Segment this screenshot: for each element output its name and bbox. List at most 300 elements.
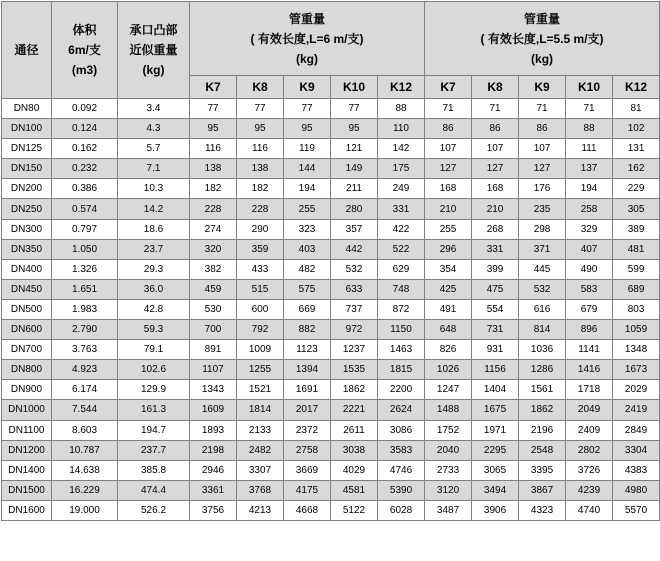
table-cell: 1971 (472, 420, 519, 440)
table-cell: 42.8 (118, 299, 190, 319)
table-cell: 211 (331, 179, 378, 199)
table-cell: 731 (472, 320, 519, 340)
table-cell: 1488 (425, 400, 472, 420)
table-cell: 526.2 (118, 500, 190, 520)
header-socket-weight (118, 2, 190, 99)
table-cell: 2200 (378, 380, 425, 400)
table-cell: 0.092 (52, 99, 118, 119)
table-cell: 119 (284, 139, 331, 159)
table-cell: 2198 (190, 440, 237, 460)
table-cell: 194 (284, 179, 331, 199)
table-cell: 459 (190, 279, 237, 299)
table-cell: 194.7 (118, 420, 190, 440)
table-cell: 182 (190, 179, 237, 199)
table-cell: 896 (566, 320, 613, 340)
table-cell: 1561 (519, 380, 566, 400)
table-cell: 385.8 (118, 460, 190, 480)
header-group-line: ( 有效长度,L=6 m/支) (250, 31, 364, 46)
table-row (2, 219, 660, 239)
table-cell: 142 (378, 139, 425, 159)
diameter-cell: DN800 (2, 360, 52, 380)
table-cell: 1718 (566, 380, 613, 400)
table-cell: 162 (613, 159, 660, 179)
table-cell: 161.3 (118, 400, 190, 420)
table-cell: 2221 (331, 400, 378, 420)
table-cell: 3583 (378, 440, 425, 460)
header-group-line: (kg) (531, 51, 554, 66)
table-cell: 2017 (284, 400, 331, 420)
table-cell: 8.603 (52, 420, 118, 440)
table-cell: 237.7 (118, 440, 190, 460)
table-cell: 258 (566, 199, 613, 219)
table-cell: 168 (425, 179, 472, 199)
table-cell: 168 (472, 179, 519, 199)
table-cell: 522 (378, 239, 425, 259)
table-cell: 0.124 (52, 119, 118, 139)
table-cell: 1862 (519, 400, 566, 420)
class-header: K12 (613, 76, 660, 99)
table-cell: 1609 (190, 400, 237, 420)
table-cell: 1.983 (52, 299, 118, 319)
diameter-cell: DN1000 (2, 400, 52, 420)
table-cell: 482 (284, 259, 331, 279)
table-cell: 88 (566, 119, 613, 139)
diameter-cell: DN1100 (2, 420, 52, 440)
diameter-cell: DN1200 (2, 440, 52, 460)
table-cell: 0.797 (52, 219, 118, 239)
table-cell: 422 (378, 219, 425, 239)
table-cell: 4668 (284, 500, 331, 520)
table-row (2, 500, 660, 520)
table-cell: 95 (331, 119, 378, 139)
header-socket-line: 近似重量 (129, 43, 178, 57)
table-cell: 389 (613, 219, 660, 239)
header-socket-line: (kg) (142, 63, 165, 77)
table-cell: 235 (519, 199, 566, 219)
class-header: K10 (331, 76, 378, 99)
table-cell: 1141 (566, 340, 613, 360)
table-cell: 16.229 (52, 480, 118, 500)
header-volume-line: 体积 (72, 23, 97, 37)
table-cell: 4239 (566, 480, 613, 500)
table-cell: 1036 (519, 340, 566, 360)
table-cell: 0.574 (52, 199, 118, 219)
table-cell: 71 (472, 99, 519, 119)
table-cell: 4323 (519, 500, 566, 520)
table-cell: 77 (237, 99, 284, 119)
table-cell: 2482 (237, 440, 284, 460)
table-cell: 530 (190, 299, 237, 319)
diameter-cell: DN400 (2, 259, 52, 279)
table-cell: 95 (190, 119, 237, 139)
table-cell: 14.638 (52, 460, 118, 480)
table-cell: 127 (472, 159, 519, 179)
table-cell: 3867 (519, 480, 566, 500)
table-cell: 77 (284, 99, 331, 119)
table-cell: 359 (237, 239, 284, 259)
table-cell: 669 (284, 299, 331, 319)
table-cell: 4213 (237, 500, 284, 520)
table-cell: 4383 (613, 460, 660, 480)
table-cell: 210 (472, 199, 519, 219)
table-cell: 425 (425, 279, 472, 299)
table-cell: 110 (378, 119, 425, 139)
table-cell: 2548 (519, 440, 566, 460)
table-cell: 1343 (190, 380, 237, 400)
table-cell: 2802 (566, 440, 613, 460)
diameter-cell: DN1500 (2, 480, 52, 500)
table-cell: 474.4 (118, 480, 190, 500)
table-cell: 532 (331, 259, 378, 279)
table-cell: 2409 (566, 420, 613, 440)
diameter-cell: DN1400 (2, 460, 52, 480)
table-cell: 3065 (472, 460, 519, 480)
table-cell: 616 (519, 299, 566, 319)
class-header: K10 (566, 76, 613, 99)
table-cell: 700 (190, 320, 237, 340)
table-row (2, 139, 660, 159)
header-diameter: 通径 (2, 2, 52, 99)
table-cell: 689 (613, 279, 660, 299)
table-row (2, 400, 660, 420)
table-cell: 1862 (331, 380, 378, 400)
table-cell: 19.000 (52, 500, 118, 520)
header-volume-line: 6m/支 (68, 43, 101, 57)
diameter-cell: DN1600 (2, 500, 52, 520)
table-cell: 354 (425, 259, 472, 279)
table-cell: 1535 (331, 360, 378, 380)
table-cell: 176 (519, 179, 566, 199)
table-cell: 403 (284, 239, 331, 259)
table-cell: 792 (237, 320, 284, 340)
table-cell: 5570 (613, 500, 660, 520)
table-cell: 2040 (425, 440, 472, 460)
table-cell: 86 (472, 119, 519, 139)
diameter-cell: DN500 (2, 299, 52, 319)
table-cell: 305 (613, 199, 660, 219)
table-cell: 1059 (613, 320, 660, 340)
table-cell: 182 (237, 179, 284, 199)
class-header: K7 (425, 76, 472, 99)
pipe-weight-table (1, 1, 660, 521)
table-cell: 3487 (425, 500, 472, 520)
table-cell: 4980 (613, 480, 660, 500)
table-cell: 3307 (237, 460, 284, 480)
table-cell: 296 (425, 239, 472, 259)
table-cell: 3395 (519, 460, 566, 480)
table-cell: 3669 (284, 460, 331, 480)
table-cell: 71 (566, 99, 613, 119)
table-cell: 2758 (284, 440, 331, 460)
table-cell: 102.6 (118, 360, 190, 380)
header-group-line: (kg) (296, 51, 319, 66)
table-cell: 1752 (425, 420, 472, 440)
table-cell: 14.2 (118, 199, 190, 219)
table-cell: 575 (284, 279, 331, 299)
table-cell: 891 (190, 340, 237, 360)
table-cell: 149 (331, 159, 378, 179)
table-cell: 95 (284, 119, 331, 139)
table-cell: 329 (566, 219, 613, 239)
table-cell: 475 (472, 279, 519, 299)
table-cell: 629 (378, 259, 425, 279)
table-cell: 5122 (331, 500, 378, 520)
table-cell: 491 (425, 299, 472, 319)
table-cell: 2196 (519, 420, 566, 440)
table-row (2, 360, 660, 380)
table-cell: 4746 (378, 460, 425, 480)
table-cell: 268 (472, 219, 519, 239)
table-cell: 1691 (284, 380, 331, 400)
table-cell: 4.923 (52, 360, 118, 380)
table-cell: 490 (566, 259, 613, 279)
table-cell: 4029 (331, 460, 378, 480)
table-cell: 144 (284, 159, 331, 179)
table-cell: 1286 (519, 360, 566, 380)
table-cell: 71 (519, 99, 566, 119)
table-cell: 1150 (378, 320, 425, 340)
table-cell: 290 (237, 219, 284, 239)
table-cell: 81 (613, 99, 660, 119)
table-cell: 1815 (378, 360, 425, 380)
header-group-line: ( 有效长度,L=5.5 m/支) (480, 31, 604, 46)
table-cell: 59.3 (118, 320, 190, 340)
table-cell: 116 (190, 139, 237, 159)
table-cell: 138 (190, 159, 237, 179)
table-cell: 748 (378, 279, 425, 299)
table-cell: 442 (331, 239, 378, 259)
table-cell: 2733 (425, 460, 472, 480)
table-cell: 1.326 (52, 259, 118, 279)
header-group-line: 管重量 (289, 11, 326, 26)
table-cell: 4175 (284, 480, 331, 500)
table-cell: 1814 (237, 400, 284, 420)
table-cell: 175 (378, 159, 425, 179)
table-cell: 814 (519, 320, 566, 340)
table-cell: 679 (566, 299, 613, 319)
table-cell: 1394 (284, 360, 331, 380)
table-cell: 1404 (472, 380, 519, 400)
table-cell: 481 (613, 239, 660, 259)
table-cell: 0.386 (52, 179, 118, 199)
table-cell: 5390 (378, 480, 425, 500)
class-header: K8 (472, 76, 519, 99)
table-cell: 1893 (190, 420, 237, 440)
table-cell: 3038 (331, 440, 378, 460)
diameter-cell: DN125 (2, 139, 52, 159)
table-row (2, 340, 660, 360)
table-cell: 95 (237, 119, 284, 139)
table-cell: 1156 (472, 360, 519, 380)
table-cell: 274 (190, 219, 237, 239)
table-cell: 255 (284, 199, 331, 219)
table-cell: 4.3 (118, 119, 190, 139)
class-header: K8 (237, 76, 284, 99)
diameter-cell: DN300 (2, 219, 52, 239)
header-row-top (2, 2, 660, 76)
table-cell: 445 (519, 259, 566, 279)
table-cell: 2029 (613, 380, 660, 400)
table-cell: 554 (472, 299, 519, 319)
table-cell: 127 (519, 159, 566, 179)
table-row (2, 380, 660, 400)
table-cell: 107 (519, 139, 566, 159)
table-cell: 4740 (566, 500, 613, 520)
table-row (2, 259, 660, 279)
table-cell: 2133 (237, 420, 284, 440)
table-cell: 1675 (472, 400, 519, 420)
table-cell: 86 (425, 119, 472, 139)
table-cell: 116 (237, 139, 284, 159)
table-cell: 229 (613, 179, 660, 199)
table-cell: 737 (331, 299, 378, 319)
table-row (2, 480, 660, 500)
table-cell: 228 (237, 199, 284, 219)
table-cell: 3726 (566, 460, 613, 480)
table-cell: 3756 (190, 500, 237, 520)
table-cell: 633 (331, 279, 378, 299)
table-cell: 29.3 (118, 259, 190, 279)
table-cell: 3304 (613, 440, 660, 460)
table-row (2, 159, 660, 179)
diameter-cell: DN900 (2, 380, 52, 400)
table-cell: 1416 (566, 360, 613, 380)
table-cell: 320 (190, 239, 237, 259)
table-cell: 2.790 (52, 320, 118, 340)
table-cell: 7.1 (118, 159, 190, 179)
header-group-5-5m (425, 2, 660, 76)
table-row (2, 239, 660, 259)
table-cell: 2849 (613, 420, 660, 440)
table-cell: 1673 (613, 360, 660, 380)
table-cell: 882 (284, 320, 331, 340)
table-cell: 121 (331, 139, 378, 159)
table-cell: 1009 (237, 340, 284, 360)
diameter-cell: DN250 (2, 199, 52, 219)
table-cell: 0.162 (52, 139, 118, 159)
table-cell: 6.174 (52, 380, 118, 400)
header-group-line: 管重量 (524, 11, 561, 26)
table-cell: 331 (378, 199, 425, 219)
table-row (2, 179, 660, 199)
table-cell: 1255 (237, 360, 284, 380)
table-cell: 4581 (331, 480, 378, 500)
header-volume-line: (m3) (71, 63, 98, 77)
diameter-cell: DN350 (2, 239, 52, 259)
table-cell: 1123 (284, 340, 331, 360)
table-cell: 1.651 (52, 279, 118, 299)
table-row (2, 440, 660, 460)
table-cell: 407 (566, 239, 613, 259)
header-socket-line: 承口凸部 (129, 23, 178, 37)
header-volume (52, 2, 118, 99)
table-cell: 3361 (190, 480, 237, 500)
table-cell: 648 (425, 320, 472, 340)
table-row (2, 199, 660, 219)
table-cell: 79.1 (118, 340, 190, 360)
table-cell: 194 (566, 179, 613, 199)
table-cell: 331 (472, 239, 519, 259)
table-cell: 323 (284, 219, 331, 239)
table-cell: 18.6 (118, 219, 190, 239)
table-cell: 2372 (284, 420, 331, 440)
table-cell: 803 (613, 299, 660, 319)
table-cell: 280 (331, 199, 378, 219)
table-cell: 399 (472, 259, 519, 279)
table-row (2, 279, 660, 299)
table-cell: 7.544 (52, 400, 118, 420)
table-cell: 972 (331, 320, 378, 340)
diameter-cell: DN600 (2, 320, 52, 340)
table-cell: 0.232 (52, 159, 118, 179)
table-cell: 3494 (472, 480, 519, 500)
table-cell: 371 (519, 239, 566, 259)
table-row (2, 460, 660, 480)
table-cell: 532 (519, 279, 566, 299)
table-cell: 6028 (378, 500, 425, 520)
table-row (2, 119, 660, 139)
table-row (2, 420, 660, 440)
class-header: K9 (519, 76, 566, 99)
table-cell: 129.9 (118, 380, 190, 400)
table-cell: 600 (237, 299, 284, 319)
table-cell: 10.3 (118, 179, 190, 199)
table-cell: 138 (237, 159, 284, 179)
table-cell: 357 (331, 219, 378, 239)
table-cell: 3768 (237, 480, 284, 500)
table-cell: 210 (425, 199, 472, 219)
table-row (2, 299, 660, 319)
table-cell: 3.4 (118, 99, 190, 119)
table-cell: 872 (378, 299, 425, 319)
table-cell: 2295 (472, 440, 519, 460)
table-cell: 36.0 (118, 279, 190, 299)
table-cell: 2946 (190, 460, 237, 480)
diameter-cell: DN100 (2, 119, 52, 139)
diameter-cell: DN80 (2, 99, 52, 119)
table-cell: 5.7 (118, 139, 190, 159)
table-cell: 107 (425, 139, 472, 159)
table-cell: 23.7 (118, 239, 190, 259)
table-cell: 3906 (472, 500, 519, 520)
table-cell: 127 (425, 159, 472, 179)
table-cell: 1237 (331, 340, 378, 360)
table-cell: 583 (566, 279, 613, 299)
table-cell: 255 (425, 219, 472, 239)
class-header: K9 (284, 76, 331, 99)
table-cell: 382 (190, 259, 237, 279)
table-row (2, 99, 660, 119)
table-cell: 1.050 (52, 239, 118, 259)
table-cell: 298 (519, 219, 566, 239)
table-cell: 3.763 (52, 340, 118, 360)
table-cell: 2624 (378, 400, 425, 420)
table-cell: 88 (378, 99, 425, 119)
class-header: K12 (378, 76, 425, 99)
table-cell: 2611 (331, 420, 378, 440)
header-group-6m (190, 2, 425, 76)
diameter-cell: DN700 (2, 340, 52, 360)
table-body (2, 99, 660, 521)
table-cell: 111 (566, 139, 613, 159)
table-cell: 2049 (566, 400, 613, 420)
table-cell: 131 (613, 139, 660, 159)
diameter-cell: DN450 (2, 279, 52, 299)
table-cell: 1026 (425, 360, 472, 380)
table-cell: 1348 (613, 340, 660, 360)
table-cell: 433 (237, 259, 284, 279)
table-cell: 599 (613, 259, 660, 279)
